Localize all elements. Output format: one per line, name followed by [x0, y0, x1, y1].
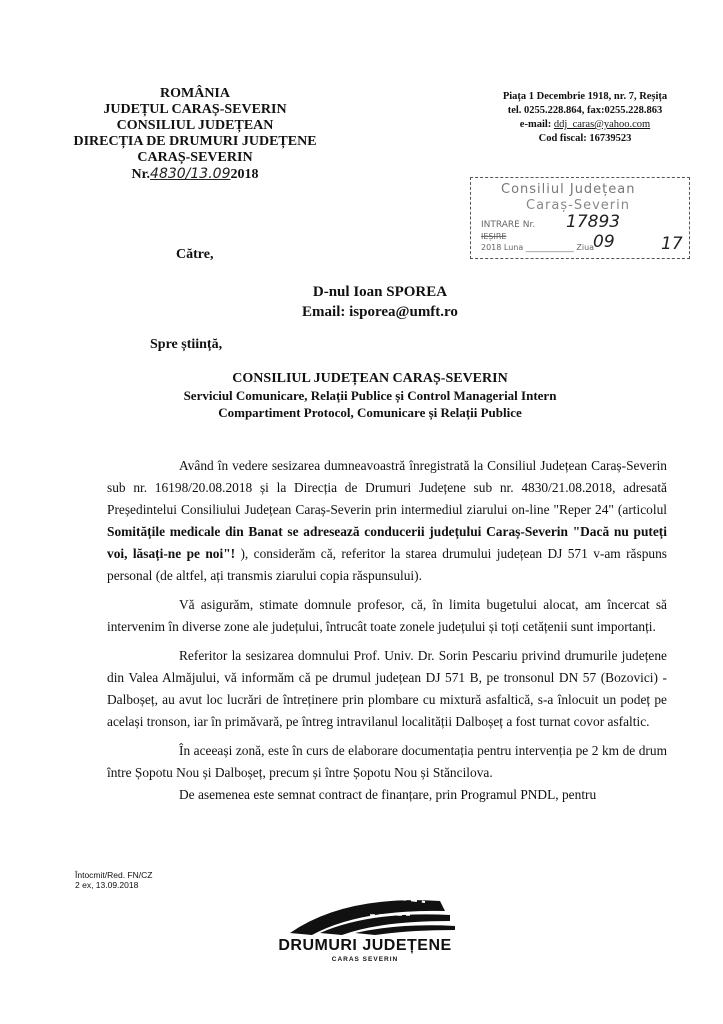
- recipient-block: [200, 282, 560, 322]
- company-logo: [250, 893, 480, 969]
- contact-address: Piața 1 Decembrie 1918, nr. 7, Reșița: [502, 91, 668, 102]
- to-label: Către,: [176, 247, 214, 262]
- cc-line1: CONSILIUL JUDEȚEAN CARAȘ-SEVERIN: [232, 371, 508, 386]
- paragraph-4: În aceeași zonă, este în curs de elaborare documentația pentru intervenția pe 2 km de drum între Șopotu Nou și Dalboșeț, precum și între Șopotu Nou și Stăncilova.: [107, 743, 667, 780]
- header-line-country: ROMÂNIA: [160, 86, 230, 101]
- header-line-council: CONSILIUL JUDEȚEAN: [116, 118, 274, 133]
- logo-subtext: CARAS SEVERIN: [331, 956, 399, 963]
- contact-phone: tel. 0255.228.864, fax:0255.228.863: [507, 105, 663, 116]
- header-line-county: JUDEȚUL CARAȘ-SEVERIN: [103, 102, 287, 117]
- nr-label: Nr.: [131, 167, 151, 182]
- prepared-by: [75, 870, 152, 890]
- stamp-intrare: INTRARE Nr.: [481, 220, 536, 230]
- stamp-nr-handwritten: 17893: [566, 212, 621, 232]
- contact-email-label: e-mail:: [519, 119, 552, 130]
- stamp-ziua-handwritten: 17: [661, 234, 683, 254]
- paragraph-1: Având în vedere sesizarea dumneavoastră înregistrată la Consiliul Județean Caraș-Severin sub nr. 16198/20.08.2018 și la Direcția de Drumuri Județene sub nr. 4830/21.08.2018, adresată Președintelui Consiliului Județean Caraș-Severin prin intermediul ziarului on-line "Reper 24" (articolul Somitățile medicale din Banat se adresează conducerii județului Caraș-Severin "Dacă nu puteți voi, lăsați-ne pe noi"! ), considerăm că, referitor la starea drumului județean DJ 571 v-am răspuns personal (de altfel, ați transmis ziarului copia răspunsului).: [107, 458, 667, 583]
- contact-block: [470, 90, 700, 146]
- logo-text: DRUMURI JUDEȚENE: [278, 937, 452, 954]
- recipient-email: Email: isporea@umft.ro: [302, 304, 458, 320]
- cc-line3: Compartiment Protocol, Comunicare și Relații Publice: [218, 405, 522, 420]
- stamp-date: 2018 Luna ____________ Ziua: [481, 243, 595, 252]
- paragraph-2: Vă asigurăm, stimate domnule profesor, că, în limita bugetului alocat, am încercat să intervenim în diverse zone ale județului, întrucât toate zonele județului și toți cetățenii sunt importanți.: [107, 597, 667, 634]
- letter-body: [107, 455, 667, 806]
- stamp-line2: Caraș-Severin: [526, 198, 630, 213]
- cc-label: Spre știință,: [150, 337, 223, 352]
- paragraph-3: Referitor la sesizarea domnului Prof. Univ. Dr. Sorin Pescariu privind drumurile județene din Valea Almăjului, vă informăm că pe drumul județean DJ 571 B, pe tronsonul DN 57 (Bozovici) - Dalboșeț, au avut loc lucrări de întreținere prin plombare cu mixtură asfaltică, s-a înlocuit un podeț pe același tronson, iar în primăvară, pe întreg intravilanul localității Dalboșeț a fost turnat covor asfaltic.: [107, 648, 667, 729]
- stamp-iesire: IEȘIRE: [481, 232, 507, 241]
- contact-email-line: [470, 118, 700, 132]
- prepared-by-line1: Întocmit/Red. FN/CZ: [75, 870, 153, 880]
- contact-email-link[interactable]: ddj_caras@yahoo.com: [553, 119, 651, 130]
- header-line-region: CARAȘ-SEVERIN: [137, 150, 253, 165]
- stamp-line1: Consiliul Județean: [501, 182, 636, 197]
- stamp-luna-handwritten: 09: [593, 232, 615, 252]
- nr-year: 2018: [230, 167, 259, 182]
- header-line-directorate: DIRECȚIA DE DRUMURI JUDEȚENE: [73, 134, 317, 149]
- paragraph-5: De asemenea este semnat contract de finanțare, prin Programul PNDL, pentru: [179, 787, 597, 802]
- registration-stamp: [470, 177, 690, 259]
- contact-fiscal-code: Cod fiscal: 16739523: [538, 133, 632, 144]
- institution-header: [60, 86, 330, 183]
- nr-handwritten: 4830/13.09: [150, 166, 231, 182]
- cc-destination: [120, 370, 620, 421]
- cc-line2: Serviciul Comunicare, Relații Publice și Control Managerial Intern: [183, 388, 557, 403]
- prepared-by-line2: 2 ex, 13.09.2018: [75, 880, 139, 890]
- article-title: Somitățile medicale din Banat se adresează conducerii județului Caraș-Severin "Dacă nu puteți voi, lăsați-ne pe noi"!: [107, 524, 667, 561]
- road-logo-icon: [250, 893, 480, 937]
- recipient-name: D-nul Ioan SPOREA: [312, 284, 448, 300]
- registration-number: [60, 166, 330, 183]
